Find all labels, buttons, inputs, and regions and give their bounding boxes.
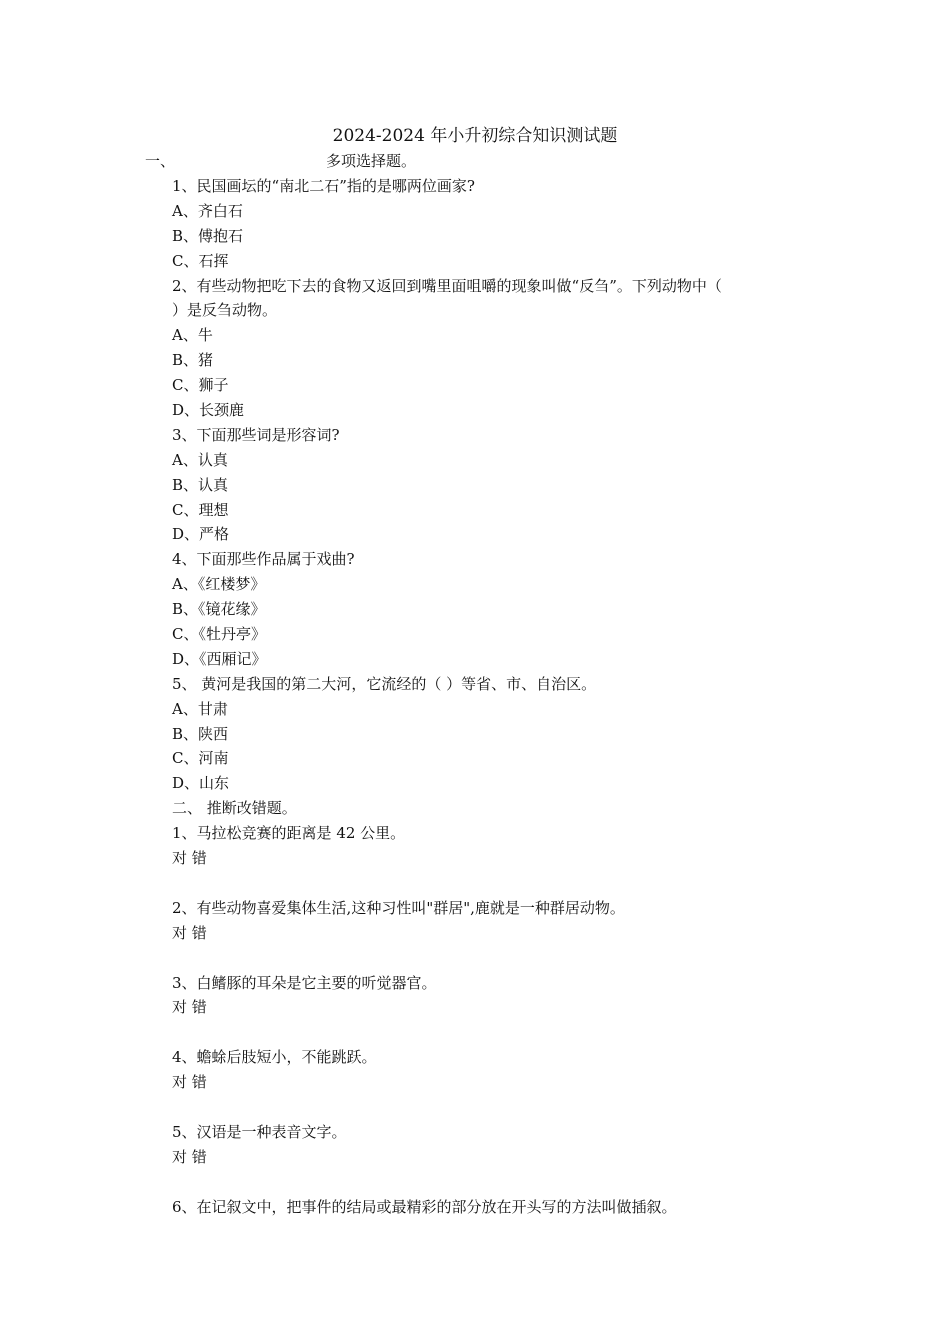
tf-question-text: 5、汉语是一种表音文字。 — [172, 1122, 347, 1141]
question-2: 2、有些动物把吃下去的食物又返回到嘴里面咀嚼的现象叫做“反刍”。下列动物中（ — [172, 276, 722, 295]
option: C、狮子 — [172, 376, 229, 395]
tf-question-text: 1、马拉松竞赛的距离是 42 公里。 — [172, 824, 406, 843]
tf-question-5 — [172, 1120, 812, 1195]
option: C、石挥 — [172, 251, 229, 270]
question-3: 3、下面那些词是形容词? — [172, 425, 340, 444]
tf-question-4 — [172, 1045, 812, 1120]
option: D、山东 — [172, 774, 230, 793]
true-false-choices: 对 错 — [172, 1147, 207, 1166]
option: C、河南 — [172, 749, 229, 768]
question-body — [172, 174, 812, 1219]
option: B、傅抱石 — [172, 226, 244, 245]
true-false-choices: 对 错 — [172, 1073, 207, 1092]
question-4: 4、下面那些作品属于戏曲? — [172, 550, 355, 569]
option: B、《镜花缘》 — [172, 600, 266, 619]
tf-question-text: 2、有些动物喜爱集体生活,这种习性叫"群居",鹿就是一种群居动物。 — [172, 898, 625, 917]
option: A、《红楼梦》 — [172, 575, 266, 594]
option: B、陕西 — [172, 724, 229, 743]
question-1: 1、民国画坛的“南北二石”指的是哪两位画家? — [172, 177, 475, 195]
true-false-choices: 对 错 — [172, 998, 207, 1017]
option: A、认真 — [172, 450, 228, 469]
tf-question-text: 4、蟾蜍后肢短小，不能跳跃。 — [172, 1048, 377, 1067]
option: D、《西厢记》 — [172, 649, 267, 668]
tf-question-3 — [172, 971, 812, 1046]
tf-question-text: 3、白鳍豚的耳朵是它主要的听觉器官。 — [172, 973, 437, 992]
tf-question-1 — [172, 821, 812, 896]
question-2-continued: ）是反刍动物。 — [172, 301, 278, 320]
option: A、齐白石 — [172, 201, 243, 220]
option: B、认真 — [172, 475, 229, 494]
true-false-choices: 对 错 — [172, 849, 207, 868]
page-title: 2024-2024 年小升初综合知识测试题 — [332, 126, 618, 146]
section2-heading: 二、 推断改错题。 — [172, 799, 297, 818]
tf-question-2 — [172, 896, 812, 971]
option: A、牛 — [172, 326, 213, 345]
option: A、甘肃 — [172, 699, 228, 718]
tf-question-6 — [172, 1195, 812, 1220]
option: D、严格 — [172, 525, 230, 544]
section1-heading: 多项选择题。 — [326, 152, 417, 170]
question-5: 5、 黄河是我国的第二大河，它流经的（ ）等省、市、自治区。 — [172, 674, 597, 693]
section1-number: 一、 — [145, 152, 176, 170]
option: B、猪 — [172, 351, 214, 370]
option: C、理想 — [172, 500, 229, 519]
tf-question-text: 6、在记叙文中，把事件的结局或最精彩的部分放在开头写的方法叫做插叙。 — [172, 1197, 677, 1216]
option: D、长颈鹿 — [172, 401, 245, 420]
option: C、《牡丹亭》 — [172, 625, 266, 644]
true-false-choices: 对 错 — [172, 923, 207, 942]
